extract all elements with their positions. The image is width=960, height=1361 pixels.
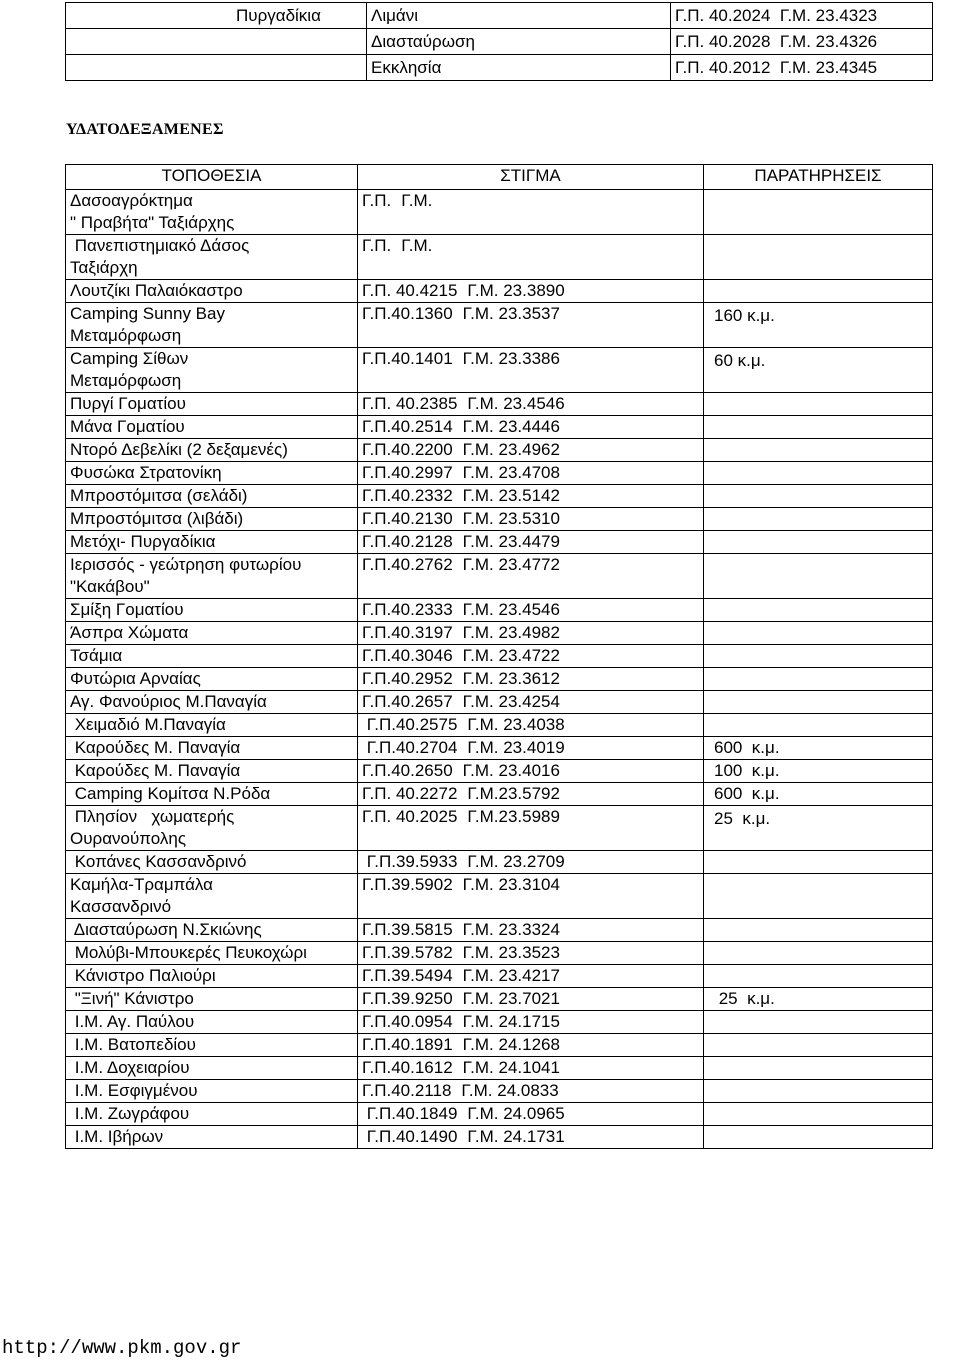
location-cell: Κάνιστρο Παλιούρι [66,965,358,988]
notes-cell [704,554,933,599]
latitude-value: Γ.Π.40.2514 [362,417,453,436]
location-cell: Φυσώκα Στρατονίκη [66,462,358,485]
latitude-value: Γ.Π.40.2130 [362,509,453,528]
table-row [66,554,933,599]
latitude-value: Γ.Π. 40.4215 [362,281,458,300]
location-cell: Μετόχι- Πυργαδίκια [66,531,358,554]
latitude-value: Γ.Π.39.5933 [362,852,458,871]
table-row [66,760,933,783]
longitude-value: Γ.Μ. 23.3386 [462,349,560,368]
location-cell: Άσπρα Χώματα [66,622,358,645]
longitude-value: Γ.Μ.23.5989 [467,807,560,826]
longitude-value: Γ.Μ. 23.4982 [462,623,560,642]
coords-cell [358,691,704,714]
top-table [65,2,933,81]
latitude-value: Γ.Π.40.2704 [362,738,458,757]
notes-cell [704,531,933,554]
latitude-value: Γ.Π.40.0954 [362,1012,453,1031]
latitude-value: Γ.Π.40.1360 [362,304,453,323]
notes-cell: 160 κ.μ. [704,303,933,348]
latitude-value: Γ.Π.40.3197 [362,623,453,642]
coords-cell [358,531,704,554]
longitude-value: Γ.Μ. 24.1041 [462,1058,560,1077]
notes-cell [704,668,933,691]
location-cell: Ι.Μ. Ιβήρων [66,1126,358,1149]
table-row [66,485,933,508]
longitude-value: Γ.Μ. 23.4772 [462,555,560,574]
longitude-value: Γ.Μ.23.5792 [467,784,560,803]
notes-cell [704,1103,933,1126]
table-row [66,348,933,393]
latitude-value: Γ.Π.40.1490 [362,1127,458,1146]
latitude-value: Γ.Π.39.9250 [362,989,453,1008]
coords-cell [358,988,704,1011]
coords-cell [358,851,704,874]
location-cell: Ιερισσός - γεώτρηση φυτωρίου "Κακάβου" [66,554,358,599]
coords-cell [358,485,704,508]
location-cell: Κοπάνες Κασσανδρινό [66,851,358,874]
table-header-row [66,165,933,190]
coords-cell [358,416,704,439]
top-location-cell: Εκκλησία [367,55,671,81]
longitude-value: Γ.Μ. 23.3523 [462,943,560,962]
latitude-value: Γ.Π.40.2575 [362,715,458,734]
latitude-value: Γ.Π. [362,191,392,210]
table-row [66,714,933,737]
location-cell: Ντορό Δεβελίκι (2 δεξαμενές) [66,439,358,462]
notes-cell [704,919,933,942]
notes-cell [704,599,933,622]
top-table-row [66,55,933,81]
notes-cell [704,190,933,235]
longitude-value: Γ.Μ. 23.4546 [462,600,560,619]
coords-cell [358,554,704,599]
table-row [66,508,933,531]
latitude-value: Γ.Π. 40.2272 [362,784,458,803]
latitude-value: Γ.Π.40.2128 [362,532,453,551]
table-row [66,645,933,668]
top-area-cell [66,55,367,81]
top-coords-cell: Γ.Π. 40.2012 Γ.Μ. 23.4345 [671,55,933,81]
notes-cell: 25 κ.μ. [704,806,933,851]
table-row [66,439,933,462]
table-row [66,1057,933,1080]
header-coords: ΣΤΙΓΜΑ [358,165,704,190]
section-title: ΥΔΑΤΟΔΕΞΑΜΕΝΕΣ [66,121,224,138]
top-table-row [66,29,933,55]
coords-cell [358,1034,704,1057]
notes-cell [704,485,933,508]
latitude-value: Γ.Π.40.2997 [362,463,453,482]
location-cell: Ι.Μ. Εσφιγμένου [66,1080,358,1103]
location-cell: Καρούδες Μ. Παναγία [66,737,358,760]
coords-cell [358,1126,704,1149]
notes-cell [704,874,933,919]
coords-cell [358,1057,704,1080]
top-table-row [66,3,933,29]
longitude-value: Γ.Μ. 23.4962 [462,440,560,459]
latitude-value: Γ.Π.39.5902 [362,875,453,894]
top-area-cell: Πυργαδίκια [66,3,367,29]
coords-cell [358,599,704,622]
table-row [66,737,933,760]
notes-cell: 60 κ.μ. [704,348,933,393]
longitude-value: Γ.Μ. 23.4446 [462,417,560,436]
notes-cell [704,851,933,874]
notes-cell [704,462,933,485]
location-cell: Αγ. Φανούριος Μ.Παναγία [66,691,358,714]
table-row [66,1080,933,1103]
longitude-value: Γ.Μ. 23.4479 [462,532,560,551]
table-row [66,393,933,416]
coords-cell [358,462,704,485]
location-cell: Ι.Μ. Δοχειαρίου [66,1057,358,1080]
location-cell: "Ξινή" Κάνιστρο [66,988,358,1011]
latitude-value: Γ.Π.40.2650 [362,761,453,780]
table-row [66,1011,933,1034]
location-cell: Καρούδες Μ. Παναγία [66,760,358,783]
latitude-value: Γ.Π.40.2333 [362,600,453,619]
table-row [66,942,933,965]
coords-cell [358,622,704,645]
coords-cell [358,919,704,942]
coords-cell [358,668,704,691]
header-notes: ΠΑΡΑΤΗΡΗΣΕΙΣ [704,165,933,190]
location-cell: Ι.Μ. Βατοπεδίου [66,1034,358,1057]
longitude-value: Γ.Μ. 23.4016 [462,761,560,780]
coords-cell [358,303,704,348]
location-cell: Camping Σίθων Μεταμόρφωση [66,348,358,393]
longitude-value: Γ.Μ. 24.1731 [467,1127,565,1146]
longitude-value: Γ.Μ. 24.0965 [467,1104,565,1123]
coords-cell [358,714,704,737]
notes-cell [704,691,933,714]
table-row [66,691,933,714]
coords-cell [358,1103,704,1126]
longitude-value: Γ.Μ. 24.0833 [461,1081,559,1100]
longitude-value: Γ.Μ. [401,236,433,255]
table-row [66,806,933,851]
latitude-value: Γ.Π.40.2657 [362,692,453,711]
top-location-cell: Λιμάνι [367,3,671,29]
location-cell: Διασταύρωση Ν.Σκιώνης [66,919,358,942]
notes-cell: 25 κ.μ. [704,988,933,1011]
location-cell: Χειμαδιό Μ.Παναγία [66,714,358,737]
latitude-value: Γ.Π.40.2118 [362,1081,452,1100]
notes-cell: 100 κ.μ. [704,760,933,783]
coords-cell [358,760,704,783]
longitude-value: Γ.Μ. [401,191,433,210]
notes-cell [704,439,933,462]
latitude-value: Γ.Π. [362,236,392,255]
latitude-value: Γ.Π.40.2332 [362,486,453,505]
coords-cell [358,645,704,668]
notes-cell [704,1080,933,1103]
notes-cell [704,1011,933,1034]
notes-cell [704,1057,933,1080]
notes-cell [704,235,933,280]
longitude-value: Γ.Μ. 23.4038 [467,715,565,734]
table-row [66,190,933,235]
longitude-value: Γ.Μ. 23.7021 [462,989,560,1008]
coords-cell [358,393,704,416]
table-row [66,874,933,919]
table-row [66,1103,933,1126]
coords-cell [358,942,704,965]
table-row [66,416,933,439]
longitude-value: Γ.Μ. 23.4217 [462,966,560,985]
notes-cell [704,508,933,531]
longitude-value: Γ.Μ. 23.3612 [462,669,560,688]
longitude-value: Γ.Μ. 23.3537 [462,304,560,323]
notes-cell [704,416,933,439]
latitude-value: Γ.Π.40.3046 [362,646,453,665]
coords-cell [358,235,704,280]
latitude-value: Γ.Π.40.2952 [362,669,453,688]
latitude-value: Γ.Π.39.5494 [362,966,453,985]
table-row [66,599,933,622]
notes-cell [704,622,933,645]
table-row [66,965,933,988]
notes-cell [704,280,933,303]
notes-cell [704,1034,933,1057]
location-cell: Δασοαγρόκτημα " Πραβήτα" Ταξιάρχης [66,190,358,235]
location-cell: Μπροστόμιτσα (σελάδι) [66,485,358,508]
top-coords-cell: Γ.Π. 40.2024 Γ.Μ. 23.4323 [671,3,933,29]
latitude-value: Γ.Π.39.5782 [362,943,453,962]
longitude-value: Γ.Μ. 23.4708 [462,463,560,482]
coords-cell [358,737,704,760]
longitude-value: Γ.Μ. 23.4254 [462,692,560,711]
table-row [66,280,933,303]
longitude-value: Γ.Μ. 24.1268 [462,1035,560,1054]
table-row [66,988,933,1011]
table-row [66,622,933,645]
coords-cell [358,806,704,851]
table-row [66,235,933,280]
coords-cell [358,348,704,393]
longitude-value: Γ.Μ. 23.4546 [467,394,565,413]
latitude-value: Γ.Π.40.1849 [362,1104,458,1123]
water-tanks-table [65,164,933,1149]
coords-cell [358,1011,704,1034]
latitude-value: Γ.Π. 40.2385 [362,394,458,413]
location-cell: Μολύβι-Μπουκερές Πευκοχώρι [66,942,358,965]
notes-cell [704,1126,933,1149]
location-cell: Φυτώρια Αρναίας [66,668,358,691]
coords-cell [358,439,704,462]
latitude-value: Γ.Π.40.1612 [362,1058,453,1077]
coords-cell [358,874,704,919]
location-cell: Ι.Μ. Ζωγράφου [66,1103,358,1126]
notes-cell [704,965,933,988]
footer-url[interactable]: http://www.pkm.gov.gr [2,1337,242,1359]
location-cell: Ι.Μ. Αγ. Παύλου [66,1011,358,1034]
coords-cell [358,508,704,531]
table-row [66,531,933,554]
notes-cell [704,645,933,668]
longitude-value: Γ.Μ. 23.4722 [462,646,560,665]
header-location: ΤΟΠΟΘΕΣΙΑ [66,165,358,190]
longitude-value: Γ.Μ. 23.3104 [462,875,560,894]
location-cell: Μπροστόμιτσα (λιβάδι) [66,508,358,531]
location-cell: Τσάμια [66,645,358,668]
latitude-value: Γ.Π.40.2200 [362,440,453,459]
location-cell: Camping Sunny Bay Μεταμόρφωση [66,303,358,348]
location-cell: Σμίξη Γοματίου [66,599,358,622]
location-cell: Πανεπιστημιακό Δάσος Ταξιάρχη [66,235,358,280]
coords-cell [358,1080,704,1103]
location-cell: Μάνα Γοματίου [66,416,358,439]
location-cell: Camping Κομίτσα Ν.Ρόδα [66,783,358,806]
latitude-value: Γ.Π.39.5815 [362,920,453,939]
longitude-value: Γ.Μ. 23.5310 [462,509,560,528]
top-area-cell [66,29,367,55]
location-cell: Καμήλα-Τραμπάλα Κασσανδρινό [66,874,358,919]
location-cell: Λουτζίκι Παλαιόκαστρο [66,280,358,303]
latitude-value: Γ.Π.40.1401 [362,349,453,368]
notes-cell [704,714,933,737]
longitude-value: Γ.Μ. 23.3324 [462,920,560,939]
location-cell: Πλησίον χωματερής Ουρανούπολης [66,806,358,851]
latitude-value: Γ.Π.40.2762 [362,555,453,574]
longitude-value: Γ.Μ. 23.2709 [467,852,565,871]
longitude-value: Γ.Μ. 23.3890 [467,281,565,300]
table-row [66,1034,933,1057]
coords-cell [358,280,704,303]
longitude-value: Γ.Μ. 23.4019 [467,738,565,757]
longitude-value: Γ.Μ. 23.5142 [462,486,560,505]
notes-cell [704,393,933,416]
table-row [66,668,933,691]
notes-cell: 600 κ.μ. [704,737,933,760]
longitude-value: Γ.Μ. 24.1715 [462,1012,560,1031]
location-cell: Πυργί Γοματίου [66,393,358,416]
latitude-value: Γ.Π.40.1891 [362,1035,453,1054]
table-row [66,462,933,485]
coords-cell [358,965,704,988]
table-row [66,919,933,942]
table-row [66,851,933,874]
notes-cell: 600 κ.μ. [704,783,933,806]
table-row [66,1126,933,1149]
top-coords-cell: Γ.Π. 40.2028 Γ.Μ. 23.4326 [671,29,933,55]
coords-cell [358,783,704,806]
latitude-value: Γ.Π. 40.2025 [362,807,458,826]
table-row [66,303,933,348]
top-location-cell: Διασταύρωση [367,29,671,55]
notes-cell [704,942,933,965]
coords-cell [358,190,704,235]
table-row [66,783,933,806]
